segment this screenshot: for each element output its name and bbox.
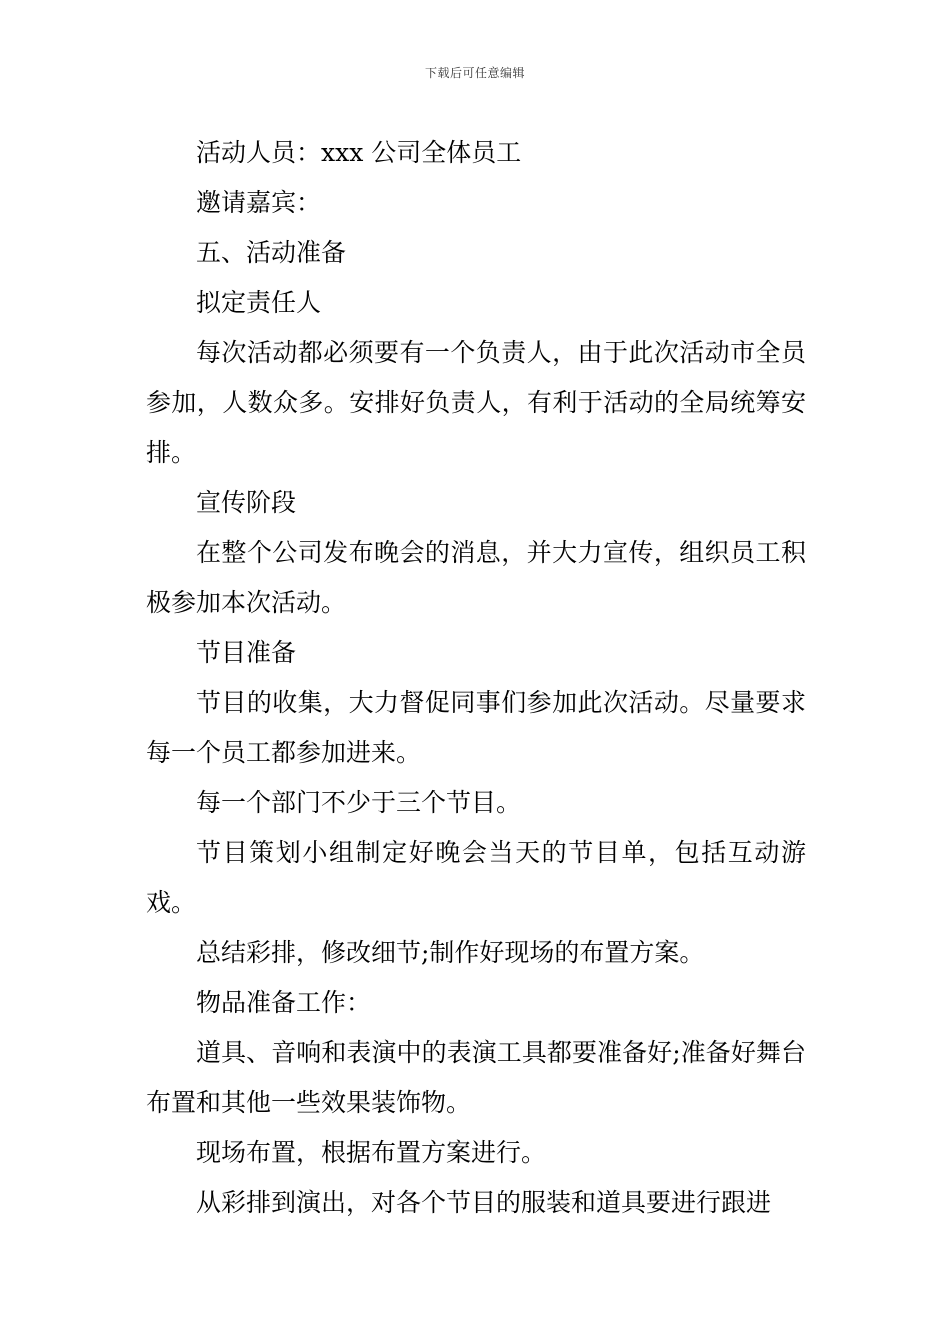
subheading-materials: 物品准备工作： <box>196 988 372 1017</box>
paragraph-publicity: 在整个公司发布晚会的消息，并大力宣传，组织员工积极参加本次活动。 <box>146 538 806 617</box>
paragraph-program-list: 节目策划小组制定好晚会当天的节目单，包括互动游戏。 <box>146 838 806 917</box>
paragraph-guests: 邀请嘉宾： <box>196 188 322 217</box>
paragraph-props: 道具、音响和表演中的表演工具都要准备好;准备好舞台布置和其他一些效果装饰物。 <box>146 1038 806 1117</box>
paragraph-site-setup: 现场布置，根据布置方案进行。 <box>196 1138 547 1167</box>
subheading-responsible-person: 拟定责任人 <box>196 288 322 317</box>
subheading-program-preparation: 节目准备 <box>196 638 297 667</box>
paragraph-program-collection: 节目的收集，大力督促同事们参加此次活动。尽量要求每一个员工都参加进来。 <box>146 688 806 767</box>
paragraph-rehearsal: 总结彩排，修改细节;制作好现场的布置方案。 <box>196 938 705 967</box>
paragraph-participants: 活动人员：xxx 公司全体员工 <box>196 138 522 167</box>
subheading-publicity: 宣传阶段 <box>196 488 297 517</box>
paragraph-department-programs: 每一个部门不少于三个节目。 <box>196 788 522 817</box>
paragraph-follow-up: 从彩排到演出，对各个节目的服装和道具要进行跟进 <box>196 1188 772 1217</box>
section-heading-preparation: 五、活动准备 <box>196 238 347 267</box>
document-body <box>146 128 806 1228</box>
paragraph-responsible-person: 每次活动都必须要有一个负责人，由于此次活动市全员参加，人数众多。安排好负责人，有利于活动的全局统筹安排。 <box>146 338 806 467</box>
page-header: 下载后可任意编辑 <box>424 66 525 80</box>
